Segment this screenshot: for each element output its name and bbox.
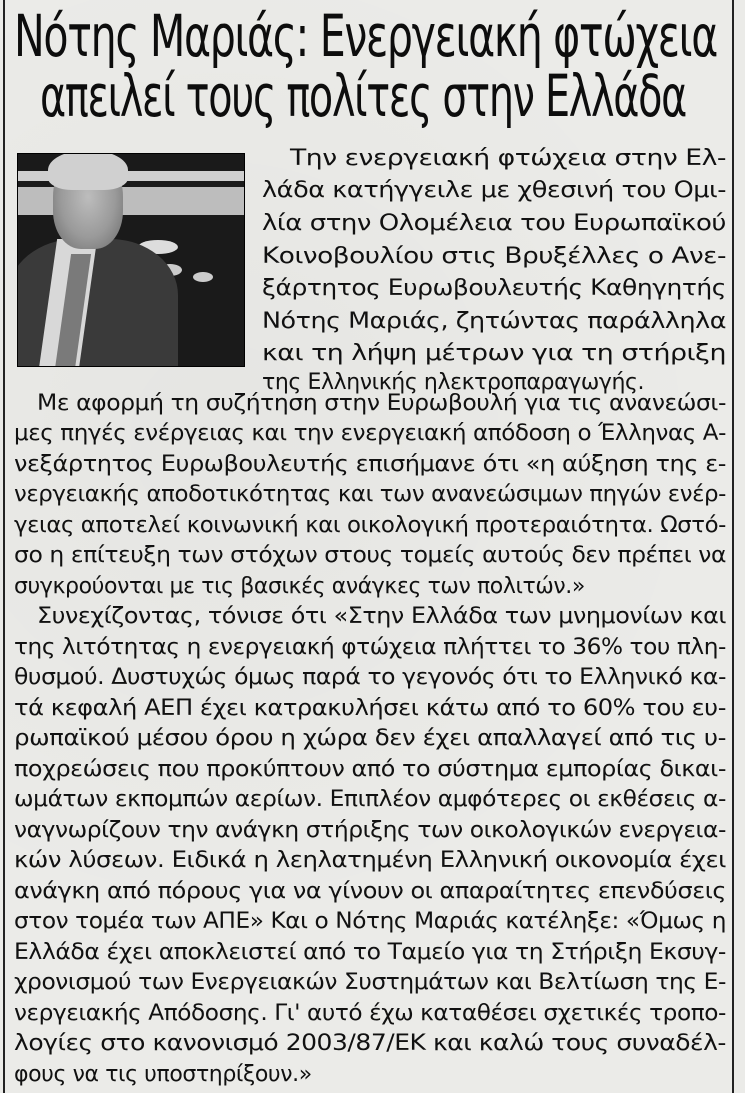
body-line: Ελλάδα έχει αποκλειστεί από το Ταμείο για τη Στήριξη Εκσυγ- — [14, 940, 727, 965]
body-line: μες πηγές ενέργειας και την ενεργειακή απόδοση ο Έλληνας Α- — [14, 421, 726, 446]
body-line: λογίες στο κανονισμό 2003/87/ΕΚ και καλώ τους συναδέλ- — [14, 1031, 726, 1056]
body-line: ανάγκη από πόρους για να γίνουν οι απαραίτητες επενδύσεις — [14, 879, 726, 904]
body-line: ωμάτων εκπομπών αερίων. Επιπλέον αμφότερες οι εκθέσεις α- — [14, 787, 726, 812]
body-line: Την ενεργειακή φτώχεια στην Ελ- — [290, 146, 726, 171]
body-line: γειας αποτελεί κοινωνική και οικολογική προτεραιότητα. Ωστό- — [14, 513, 726, 538]
body-line: κών λύσεων. Ειδικά η λεηλατημένη Ελληνική οικονομία έχει — [14, 848, 726, 873]
body-line: νεργειακής αποδοτικότητας και των ανανεώσιμων πηγών ενέρ- — [14, 482, 726, 507]
body-line: τά κεφαλή ΑΕΠ έχει κατρακυλήσει κάτω από το 60% του ευ- — [14, 696, 726, 721]
body-line: νεργειακής Απόδοσης. Γι' αυτό έχω καταθέσει σχετικές τροπο- — [14, 1001, 726, 1026]
headline-line-2: απειλεί τους πολίτες στην Ελλάδα — [40, 62, 686, 130]
portrait-photo — [17, 153, 245, 367]
body-line: ξάρτητος Ευρωβουλευτής Καθηγητής — [262, 276, 726, 301]
body-line: σο η επίτευξη των στόχων στους τομείς αυτούς δεν πρέπει να — [14, 543, 726, 568]
body-line: χρονισμού των Ενεργειακών Συστημάτων και Βελτίωση της Ε- — [14, 970, 726, 995]
body-line: φους να τις υποστηρίξουν.» — [14, 1062, 312, 1087]
body-line: στον τομέα των ΑΠΕ» Και ο Νότης Μαριάς κατέληξε: «Όμως η — [14, 909, 726, 934]
body-line: θυσμού. Δυστυχώς όμως παρά το γεγονός ότι το Ελληνικό κα- — [14, 665, 726, 690]
body-line: Με αφορμή τη συζήτηση στην Ευρωβουλή για τις ανανεώσι- — [37, 391, 726, 416]
body-line: συγκρούονται με τις βασικές ανάγκες των πολιτών.» — [14, 574, 585, 599]
body-line: Κοινοβουλίου στις Βρυξέλλες ο Ανε- — [262, 244, 726, 269]
column-rule-right — [732, 0, 734, 1093]
body-line: ποχρεώσεις που προκύπτουν από το σύστημα εμπορίας δικαι- — [14, 757, 726, 782]
headline-line-1: Νότης Μαριάς: Ενεργειακή φτώχεια — [14, 2, 717, 70]
body-line: ρωπαϊκού μέσου όρου η χώρα δεν έχει απαλλαγεί από τις υ- — [14, 726, 727, 751]
body-line: Συνεχίζοντας, τόνισε ότι «Στην Ελλάδα των μνημονίων και — [37, 604, 727, 629]
body-line: νεξάρτητος Ευρωβουλευτής επισήμανε ότι «η αύξηση της ε- — [14, 452, 727, 477]
body-line: λάδα κατήγγειλε με χθεσινή του Ομι- — [262, 178, 726, 203]
body-line: της Ελληνικής ηλεκτροπαραγωγής. — [262, 370, 645, 395]
body-line: Νότης Μαριάς, ζητώντας παράλληλα — [262, 309, 726, 334]
body-line: ναγνωρίζουν την ανάγκη στήριξης των οικολογικών ενεργεια- — [14, 818, 726, 843]
body-line: λία στην Ολομέλεια του Ευρωπαϊκού — [262, 211, 726, 236]
column-rule-left — [3, 0, 5, 1093]
body-line: και τη λήψη μέτρων για τη στήριξη — [262, 341, 726, 366]
body-line: της λιτότητας η ενεργειακή φτώχεια πλήττει το 36% του πλη- — [14, 635, 726, 660]
